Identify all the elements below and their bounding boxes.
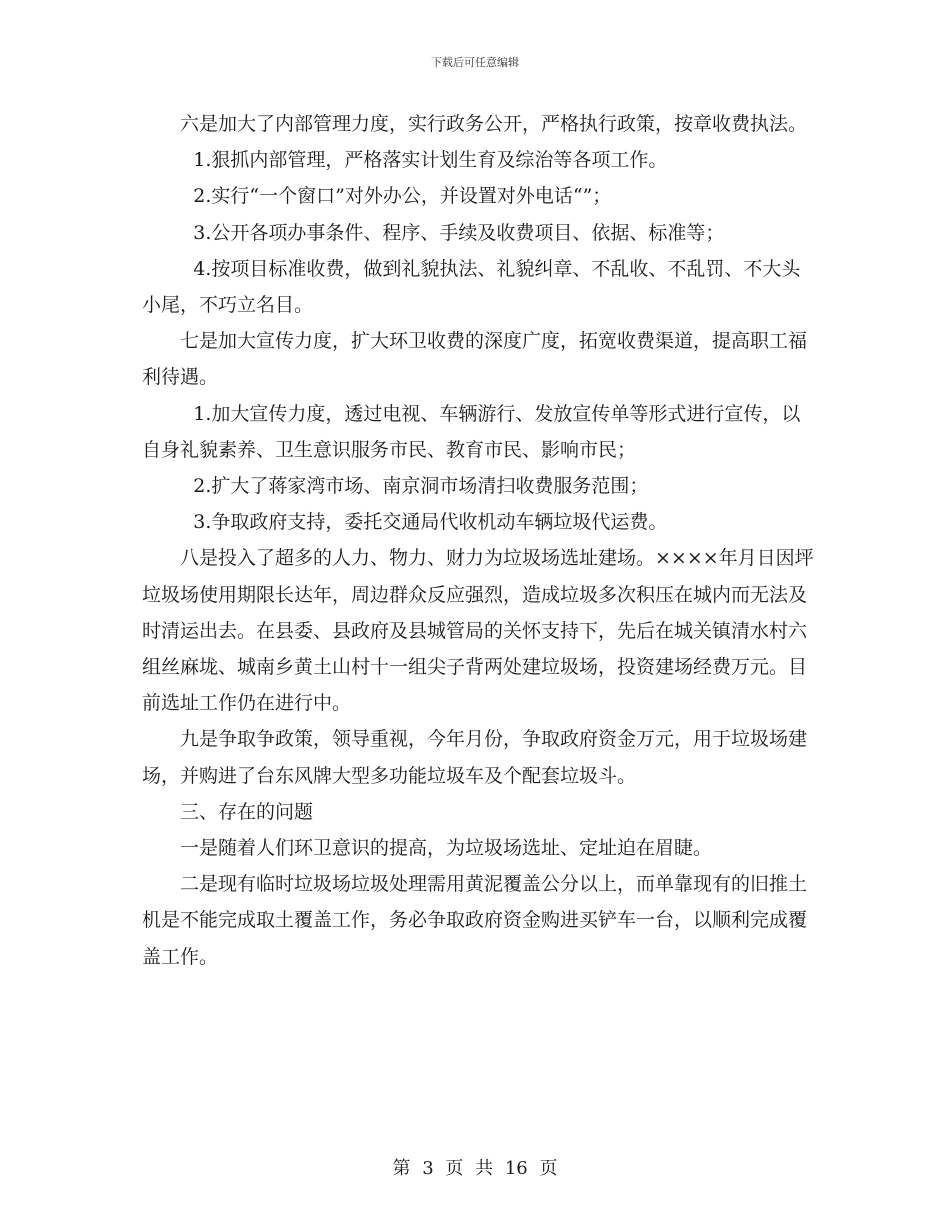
section-heading: 三、存在的问题	[180, 800, 314, 823]
paragraph-8: 八是投入了超多的人力、物力、财力为垃圾场选址建场。××××年月日因坪垃圾场使用期限长达年，周边群众反应强烈，造成垃圾多次积压在城内而无法及时清运出去。在县委、县政府及县城管局的关怀支持下，先后在城关镇清水村六组丝麻垅、城南乡黄土山村十一组尖子背两处建垃圾场，投资建场经费万元。目前选址工作仍在进行中。	[142, 547, 814, 715]
paragraph-7-intro: 七是加大宣传力度，扩大环卫收费的深度广度，拓宽收费渠道，提高职工福利待遇。	[142, 330, 808, 389]
problem-1: 一是随着人们环卫意识的提高，为垃圾场选址、定址迫在眉睫。	[180, 837, 713, 860]
page-header: 下载后可任意编辑	[431, 56, 519, 69]
list-item: 4.按项目标准收费，做到礼貌执法、礼貌纠章、不乱收、不乱罚、不大头小尾，不巧立名目。	[142, 257, 801, 317]
list-item: 2.扩大了蒋家湾市场、南京洞市场清扫收费服务范围；	[193, 475, 649, 498]
list-item: 1.加大宣传力度，透过电视、车辆游行、发放宣传单等形式进行宣传，以自身礼貌素养、卫生意识服务市民、教育市民、影响市民；	[142, 402, 801, 461]
paragraph-6-intro: 六是加大了内部管理力度，实行政务公开，严格执行政策，按章收费执法。	[180, 113, 808, 135]
list-item: 3.公开各项办事条件、程序、手续及收费项目、依据、标准等；	[193, 221, 725, 244]
problem-2: 二是现有临时垃圾场垃圾处理需用黄泥覆盖公分以上，而单靠现有的旧推土机是不能完成取土覆盖工作，务必争取政府资金购进买铲车一台，以顺利完成覆盖工作。	[142, 873, 808, 968]
page-number: 第 3 页 共 16 页	[392, 1158, 558, 1179]
list-item: 2.实行“一个窗口”对外办公，并设置对外电话“”；	[193, 185, 612, 208]
document-body	[142, 106, 818, 975]
list-item: 1.狠抓内部管理，严格落实计划生育及综治等各项工作。	[193, 149, 668, 172]
list-item: 3.争取政府支持，委托交通局代收机动车辆垃圾代运费。	[193, 511, 668, 534]
paragraph-9: 九是争取争政策，领导重视，今年月份，争取政府资金万元，用于垃圾场建场，并购进了台东风牌大型多功能垃圾车及个配套垃圾斗。	[142, 728, 808, 787]
